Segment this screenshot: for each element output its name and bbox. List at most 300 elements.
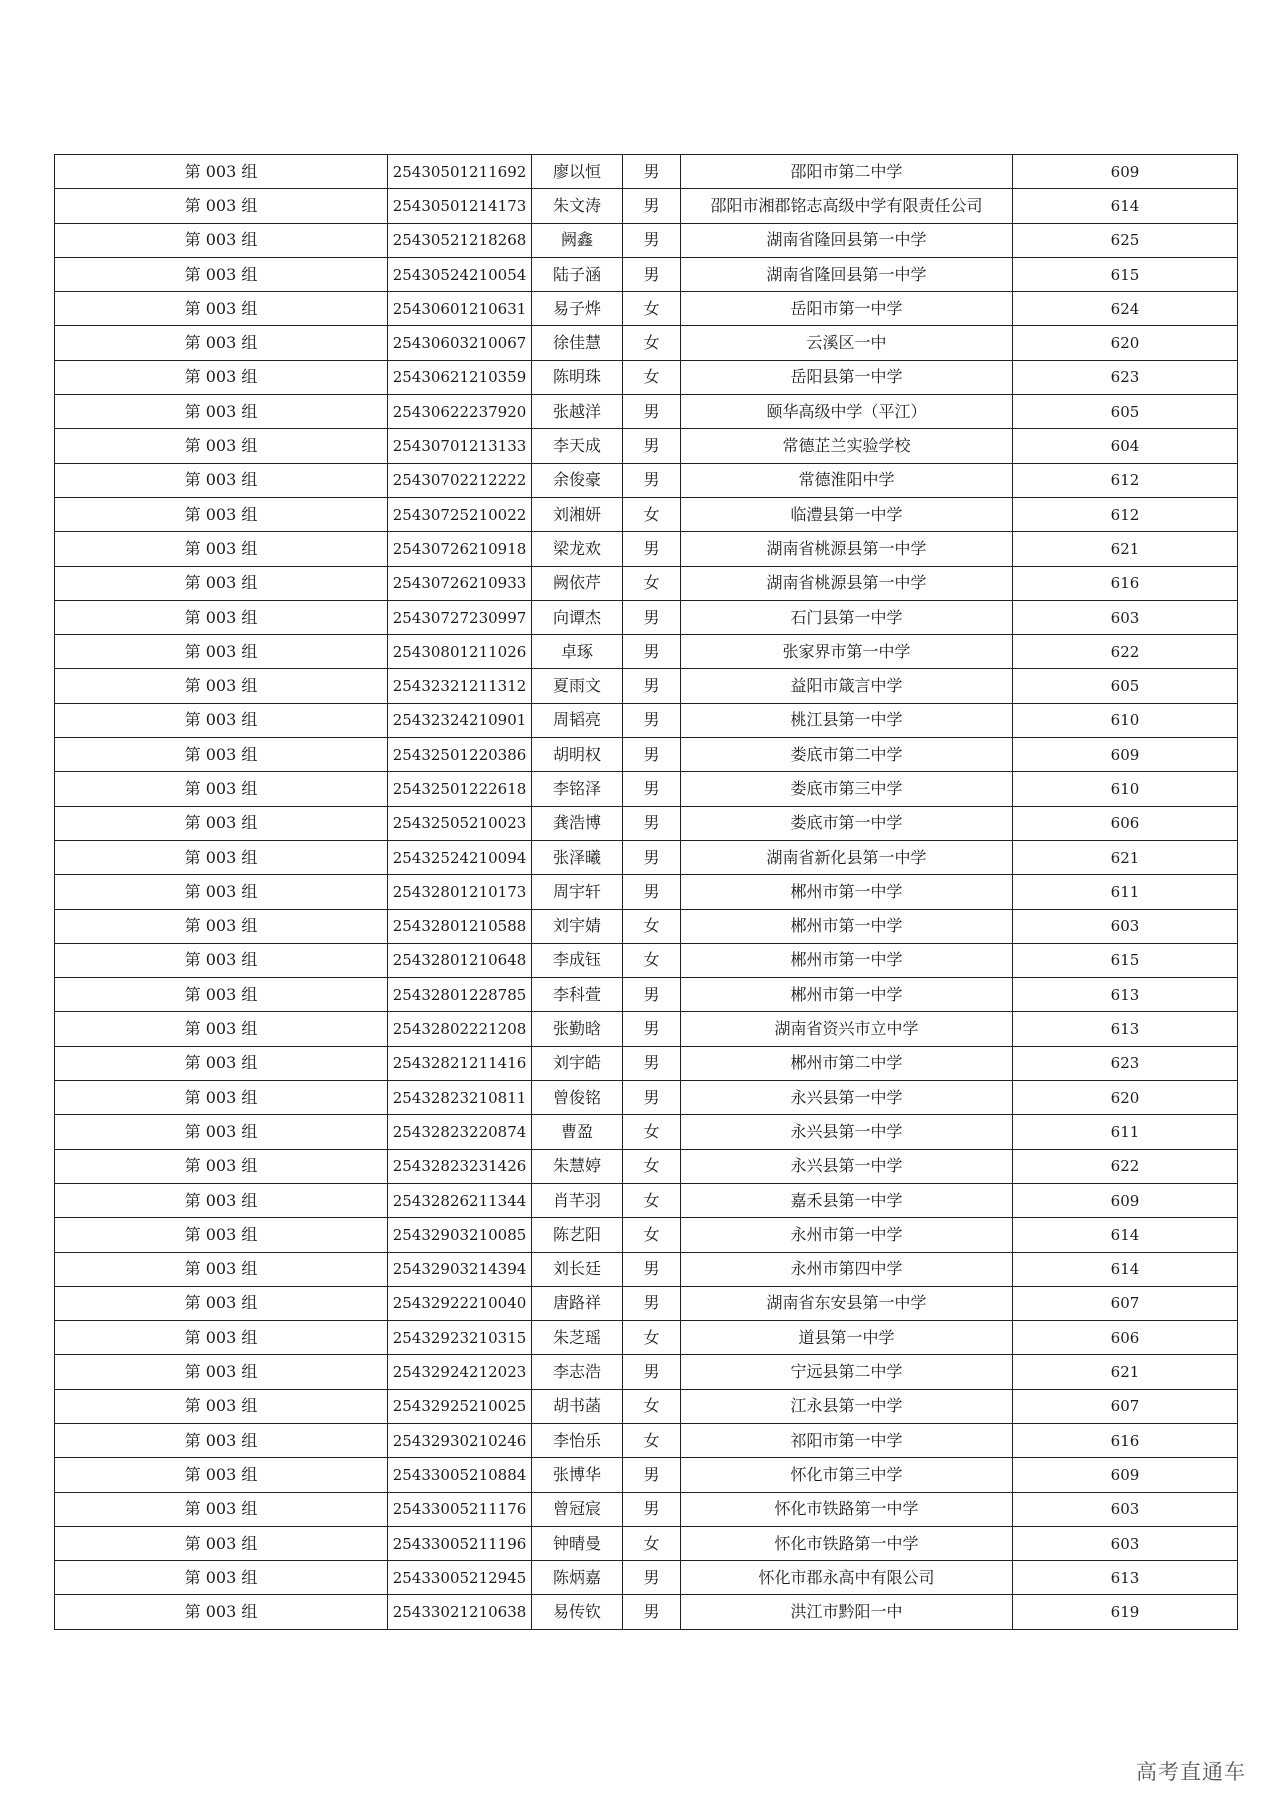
school-cell: 石门县第一中学: [681, 600, 1013, 634]
score-cell: 606: [1013, 1321, 1238, 1355]
score-cell: 613: [1013, 1012, 1238, 1046]
name-cell: 张泽曦: [532, 840, 623, 874]
gender-cell: 男: [623, 223, 681, 257]
score-cell: 623: [1013, 1046, 1238, 1080]
id-cell: 25430524210054: [388, 257, 532, 291]
school-cell: 颐华高级中学（平江）: [681, 395, 1013, 429]
id-cell: 25430726210933: [388, 566, 532, 600]
school-cell: 湖南省桃源县第一中学: [681, 566, 1013, 600]
name-cell: 曾俊铭: [532, 1081, 623, 1115]
group-cell: 第 003 组: [55, 703, 388, 737]
name-cell: 李科萱: [532, 978, 623, 1012]
gender-cell: 男: [623, 978, 681, 1012]
table-row: [55, 1149, 1238, 1183]
name-cell: 张勤晗: [532, 1012, 623, 1046]
table-row: [55, 1183, 1238, 1217]
group-cell: 第 003 组: [55, 600, 388, 634]
score-cell: 623: [1013, 360, 1238, 394]
school-cell: 怀化市铁路第一中学: [681, 1492, 1013, 1526]
id-cell: 25432924212023: [388, 1355, 532, 1389]
group-cell: 第 003 组: [55, 1492, 388, 1526]
group-cell: 第 003 组: [55, 840, 388, 874]
id-cell: 25430501211692: [388, 155, 532, 189]
gender-cell: 女: [623, 1183, 681, 1217]
id-cell: 25432802221208: [388, 1012, 532, 1046]
school-cell: 益阳市箴言中学: [681, 669, 1013, 703]
school-cell: 道县第一中学: [681, 1321, 1013, 1355]
score-cell: 622: [1013, 635, 1238, 669]
group-cell: 第 003 组: [55, 943, 388, 977]
school-cell: 祁阳市第一中学: [681, 1423, 1013, 1457]
score-cell: 621: [1013, 840, 1238, 874]
school-cell: 云溪区一中: [681, 326, 1013, 360]
gender-cell: 女: [623, 1149, 681, 1183]
gender-cell: 女: [623, 497, 681, 531]
school-cell: 临澧县第一中学: [681, 497, 1013, 531]
score-cell: 610: [1013, 772, 1238, 806]
name-cell: 李铭泽: [532, 772, 623, 806]
gender-cell: 男: [623, 532, 681, 566]
name-cell: 曹盈: [532, 1115, 623, 1149]
group-cell: 第 003 组: [55, 1183, 388, 1217]
gender-cell: 男: [623, 772, 681, 806]
score-cell: 621: [1013, 1355, 1238, 1389]
table-row: [55, 326, 1238, 360]
score-cell: 612: [1013, 463, 1238, 497]
table-row: [55, 1561, 1238, 1595]
table-row: [55, 703, 1238, 737]
score-cell: 611: [1013, 1115, 1238, 1149]
id-cell: 25432823220874: [388, 1115, 532, 1149]
table-row: [55, 1286, 1238, 1320]
group-cell: 第 003 组: [55, 257, 388, 291]
id-cell: 25430725210022: [388, 497, 532, 531]
table-row: [55, 463, 1238, 497]
group-cell: 第 003 组: [55, 360, 388, 394]
gender-cell: 男: [623, 806, 681, 840]
school-cell: 永兴县第一中学: [681, 1149, 1013, 1183]
id-cell: 25432501222618: [388, 772, 532, 806]
school-cell: 邵阳市湘郡铭志高级中学有限责任公司: [681, 189, 1013, 223]
score-cell: 607: [1013, 1389, 1238, 1423]
gender-cell: 男: [623, 1081, 681, 1115]
score-cell: 610: [1013, 703, 1238, 737]
name-cell: 夏雨文: [532, 669, 623, 703]
group-cell: 第 003 组: [55, 155, 388, 189]
score-cell: 622: [1013, 1149, 1238, 1183]
id-cell: 25432826211344: [388, 1183, 532, 1217]
group-cell: 第 003 组: [55, 1423, 388, 1457]
school-cell: 洪江市黔阳一中: [681, 1595, 1013, 1629]
score-cell: 613: [1013, 978, 1238, 1012]
gender-cell: 男: [623, 600, 681, 634]
gender-cell: 女: [623, 326, 681, 360]
group-cell: 第 003 组: [55, 189, 388, 223]
roster-body: [55, 155, 1238, 1630]
name-cell: 陆子涵: [532, 257, 623, 291]
group-cell: 第 003 组: [55, 395, 388, 429]
school-cell: 常德淮阳中学: [681, 463, 1013, 497]
name-cell: 陈艺阳: [532, 1218, 623, 1252]
id-cell: 25432821211416: [388, 1046, 532, 1080]
score-cell: 614: [1013, 189, 1238, 223]
id-cell: 25430601210631: [388, 292, 532, 326]
score-cell: 605: [1013, 395, 1238, 429]
group-cell: 第 003 组: [55, 223, 388, 257]
name-cell: 李怡乐: [532, 1423, 623, 1457]
name-cell: 李成钰: [532, 943, 623, 977]
name-cell: 易传钦: [532, 1595, 623, 1629]
id-cell: 25430801211026: [388, 635, 532, 669]
gender-cell: 男: [623, 1355, 681, 1389]
table-row: [55, 1218, 1238, 1252]
score-cell: 604: [1013, 429, 1238, 463]
table-row: [55, 532, 1238, 566]
gender-cell: 男: [623, 738, 681, 772]
group-cell: 第 003 组: [55, 1046, 388, 1080]
name-cell: 朱慧婷: [532, 1149, 623, 1183]
name-cell: 曾冠宸: [532, 1492, 623, 1526]
school-cell: 江永县第一中学: [681, 1389, 1013, 1423]
group-cell: 第 003 组: [55, 1526, 388, 1560]
score-cell: 609: [1013, 155, 1238, 189]
gender-cell: 男: [623, 875, 681, 909]
school-cell: 常德芷兰实验学校: [681, 429, 1013, 463]
table-row: [55, 909, 1238, 943]
school-cell: 永兴县第一中学: [681, 1081, 1013, 1115]
group-cell: 第 003 组: [55, 1286, 388, 1320]
gender-cell: 女: [623, 1389, 681, 1423]
id-cell: 25433021210638: [388, 1595, 532, 1629]
score-cell: 625: [1013, 223, 1238, 257]
school-cell: 永州市第一中学: [681, 1218, 1013, 1252]
school-cell: 岳阳市第一中学: [681, 292, 1013, 326]
gender-cell: 女: [623, 360, 681, 394]
table-row: [55, 635, 1238, 669]
id-cell: 25430702212222: [388, 463, 532, 497]
school-cell: 宁远县第二中学: [681, 1355, 1013, 1389]
id-cell: 25433005210884: [388, 1458, 532, 1492]
table-row: [55, 875, 1238, 909]
group-cell: 第 003 组: [55, 635, 388, 669]
school-cell: 郴州市第一中学: [681, 978, 1013, 1012]
group-cell: 第 003 组: [55, 1149, 388, 1183]
id-cell: 25430622237920: [388, 395, 532, 429]
id-cell: 25432801228785: [388, 978, 532, 1012]
group-cell: 第 003 组: [55, 978, 388, 1012]
school-cell: 湖南省隆回县第一中学: [681, 223, 1013, 257]
table-row: [55, 1081, 1238, 1115]
name-cell: 易子烨: [532, 292, 623, 326]
name-cell: 朱芝瑶: [532, 1321, 623, 1355]
group-cell: 第 003 组: [55, 1252, 388, 1286]
group-cell: 第 003 组: [55, 532, 388, 566]
id-cell: 25432324210901: [388, 703, 532, 737]
table-row: [55, 497, 1238, 531]
table-row: [55, 360, 1238, 394]
score-cell: 603: [1013, 600, 1238, 634]
table-row: [55, 223, 1238, 257]
gender-cell: 女: [623, 943, 681, 977]
group-cell: 第 003 组: [55, 909, 388, 943]
school-cell: 张家界市第一中学: [681, 635, 1013, 669]
gender-cell: 女: [623, 292, 681, 326]
gender-cell: 男: [623, 1252, 681, 1286]
name-cell: 阙鑫: [532, 223, 623, 257]
id-cell: 25432903214394: [388, 1252, 532, 1286]
gender-cell: 男: [623, 189, 681, 223]
group-cell: 第 003 组: [55, 326, 388, 360]
score-cell: 611: [1013, 875, 1238, 909]
name-cell: 刘宇皓: [532, 1046, 623, 1080]
score-cell: 615: [1013, 943, 1238, 977]
gender-cell: 男: [623, 1012, 681, 1046]
id-cell: 25430603210067: [388, 326, 532, 360]
id-cell: 25432923210315: [388, 1321, 532, 1355]
table-row: [55, 1252, 1238, 1286]
school-cell: 永州市第四中学: [681, 1252, 1013, 1286]
school-cell: 怀化市第三中学: [681, 1458, 1013, 1492]
watermark: 高考直通车: [1136, 1760, 1246, 1784]
score-cell: 613: [1013, 1561, 1238, 1595]
score-cell: 616: [1013, 566, 1238, 600]
gender-cell: 女: [623, 1423, 681, 1457]
name-cell: 钟晴曼: [532, 1526, 623, 1560]
score-cell: 603: [1013, 1492, 1238, 1526]
group-cell: 第 003 组: [55, 772, 388, 806]
school-cell: 郴州市第一中学: [681, 875, 1013, 909]
table-row: [55, 840, 1238, 874]
school-cell: 湖南省资兴市立中学: [681, 1012, 1013, 1046]
name-cell: 刘长廷: [532, 1252, 623, 1286]
id-cell: 25432501220386: [388, 738, 532, 772]
score-cell: 616: [1013, 1423, 1238, 1457]
name-cell: 张博华: [532, 1458, 623, 1492]
table-row: [55, 943, 1238, 977]
group-cell: 第 003 组: [55, 1115, 388, 1149]
gender-cell: 女: [623, 1115, 681, 1149]
score-cell: 620: [1013, 1081, 1238, 1115]
table-row: [55, 978, 1238, 1012]
id-cell: 25432505210023: [388, 806, 532, 840]
id-cell: 25432801210588: [388, 909, 532, 943]
school-cell: 怀化市铁路第一中学: [681, 1526, 1013, 1560]
id-cell: 25433005211176: [388, 1492, 532, 1526]
table-row: [55, 1389, 1238, 1423]
gender-cell: 男: [623, 1595, 681, 1629]
id-cell: 25432930210246: [388, 1423, 532, 1457]
gender-cell: 女: [623, 909, 681, 943]
gender-cell: 女: [623, 1321, 681, 1355]
school-cell: 邵阳市第二中学: [681, 155, 1013, 189]
school-cell: 怀化市郡永高中有限公司: [681, 1561, 1013, 1595]
school-cell: 郴州市第二中学: [681, 1046, 1013, 1080]
group-cell: 第 003 组: [55, 1355, 388, 1389]
score-cell: 624: [1013, 292, 1238, 326]
gender-cell: 男: [623, 1046, 681, 1080]
id-cell: 25430701213133: [388, 429, 532, 463]
name-cell: 刘宇婧: [532, 909, 623, 943]
score-cell: 614: [1013, 1218, 1238, 1252]
id-cell: 25433005211196: [388, 1526, 532, 1560]
table-row: [55, 772, 1238, 806]
table-row: [55, 806, 1238, 840]
name-cell: 陈明珠: [532, 360, 623, 394]
school-cell: 永兴县第一中学: [681, 1115, 1013, 1149]
group-cell: 第 003 组: [55, 1081, 388, 1115]
name-cell: 廖以恒: [532, 155, 623, 189]
group-cell: 第 003 组: [55, 292, 388, 326]
group-cell: 第 003 组: [55, 497, 388, 531]
score-cell: 621: [1013, 532, 1238, 566]
score-cell: 607: [1013, 1286, 1238, 1320]
name-cell: 向谭杰: [532, 600, 623, 634]
group-cell: 第 003 组: [55, 1012, 388, 1046]
gender-cell: 男: [623, 257, 681, 291]
table-row: [55, 1321, 1238, 1355]
id-cell: 25430621210359: [388, 360, 532, 394]
table-row: [55, 1423, 1238, 1457]
score-cell: 606: [1013, 806, 1238, 840]
score-cell: 609: [1013, 1458, 1238, 1492]
roster-table: [54, 154, 1238, 1630]
name-cell: 唐路祥: [532, 1286, 623, 1320]
group-cell: 第 003 组: [55, 875, 388, 909]
id-cell: 25432801210648: [388, 943, 532, 977]
name-cell: 卓琢: [532, 635, 623, 669]
id-cell: 25432321211312: [388, 669, 532, 703]
gender-cell: 男: [623, 1561, 681, 1595]
id-cell: 25430521218268: [388, 223, 532, 257]
group-cell: 第 003 组: [55, 1458, 388, 1492]
table-row: [55, 1355, 1238, 1389]
name-cell: 阙依芹: [532, 566, 623, 600]
name-cell: 李天成: [532, 429, 623, 463]
group-cell: 第 003 组: [55, 806, 388, 840]
school-cell: 湖南省桃源县第一中学: [681, 532, 1013, 566]
gender-cell: 男: [623, 840, 681, 874]
table-row: [55, 1046, 1238, 1080]
school-cell: 桃江县第一中学: [681, 703, 1013, 737]
table-row: [55, 429, 1238, 463]
school-cell: 郴州市第一中学: [681, 943, 1013, 977]
table-row: [55, 1492, 1238, 1526]
table-row: [55, 1115, 1238, 1149]
table-row: [55, 600, 1238, 634]
group-cell: 第 003 组: [55, 429, 388, 463]
table-row: [55, 1595, 1238, 1629]
gender-cell: 男: [623, 1458, 681, 1492]
score-cell: 612: [1013, 497, 1238, 531]
group-cell: 第 003 组: [55, 463, 388, 497]
table-row: [55, 1012, 1238, 1046]
table-row: [55, 566, 1238, 600]
school-cell: 湖南省新化县第一中学: [681, 840, 1013, 874]
name-cell: 胡书菡: [532, 1389, 623, 1423]
group-cell: 第 003 组: [55, 1561, 388, 1595]
id-cell: 25432823231426: [388, 1149, 532, 1183]
table-row: [55, 395, 1238, 429]
table-row: [55, 669, 1238, 703]
name-cell: 周宇轩: [532, 875, 623, 909]
score-cell: 609: [1013, 738, 1238, 772]
id-cell: 25432823210811: [388, 1081, 532, 1115]
name-cell: 梁龙欢: [532, 532, 623, 566]
score-cell: 620: [1013, 326, 1238, 360]
gender-cell: 女: [623, 1218, 681, 1252]
gender-cell: 男: [623, 155, 681, 189]
gender-cell: 男: [623, 1492, 681, 1526]
score-cell: 603: [1013, 1526, 1238, 1560]
id-cell: 25432922210040: [388, 1286, 532, 1320]
group-cell: 第 003 组: [55, 1595, 388, 1629]
score-cell: 614: [1013, 1252, 1238, 1286]
id-cell: 25432524210094: [388, 840, 532, 874]
id-cell: 25430727230997: [388, 600, 532, 634]
school-cell: 娄底市第二中学: [681, 738, 1013, 772]
gender-cell: 男: [623, 635, 681, 669]
group-cell: 第 003 组: [55, 1218, 388, 1252]
table-row: [55, 292, 1238, 326]
gender-cell: 男: [623, 429, 681, 463]
name-cell: 胡明权: [532, 738, 623, 772]
name-cell: 徐佳慧: [532, 326, 623, 360]
id-cell: 25430726210918: [388, 532, 532, 566]
id-cell: 25432801210173: [388, 875, 532, 909]
school-cell: 嘉禾县第一中学: [681, 1183, 1013, 1217]
school-cell: 娄底市第一中学: [681, 806, 1013, 840]
group-cell: 第 003 组: [55, 566, 388, 600]
gender-cell: 男: [623, 1286, 681, 1320]
gender-cell: 女: [623, 566, 681, 600]
score-cell: 609: [1013, 1183, 1238, 1217]
gender-cell: 女: [623, 1526, 681, 1560]
school-cell: 岳阳县第一中学: [681, 360, 1013, 394]
table-row: [55, 1526, 1238, 1560]
group-cell: 第 003 组: [55, 1321, 388, 1355]
score-cell: 619: [1013, 1595, 1238, 1629]
name-cell: 周韬亮: [532, 703, 623, 737]
gender-cell: 男: [623, 463, 681, 497]
name-cell: 肖芊羽: [532, 1183, 623, 1217]
group-cell: 第 003 组: [55, 1389, 388, 1423]
school-cell: 娄底市第三中学: [681, 772, 1013, 806]
score-cell: 605: [1013, 669, 1238, 703]
name-cell: 李志浩: [532, 1355, 623, 1389]
school-cell: 湖南省东安县第一中学: [681, 1286, 1013, 1320]
table-row: [55, 155, 1238, 189]
gender-cell: 男: [623, 669, 681, 703]
id-cell: 25430501214173: [388, 189, 532, 223]
id-cell: 25432925210025: [388, 1389, 532, 1423]
name-cell: 朱文涛: [532, 189, 623, 223]
name-cell: 余俊豪: [532, 463, 623, 497]
table-row: [55, 189, 1238, 223]
id-cell: 25432903210085: [388, 1218, 532, 1252]
name-cell: 张越洋: [532, 395, 623, 429]
group-cell: 第 003 组: [55, 738, 388, 772]
gender-cell: 男: [623, 703, 681, 737]
group-cell: 第 003 组: [55, 669, 388, 703]
id-cell: 25433005212945: [388, 1561, 532, 1595]
table-row: [55, 257, 1238, 291]
table-row: [55, 738, 1238, 772]
score-cell: 603: [1013, 909, 1238, 943]
score-cell: 615: [1013, 257, 1238, 291]
name-cell: 刘湘妍: [532, 497, 623, 531]
school-cell: 湖南省隆回县第一中学: [681, 257, 1013, 291]
name-cell: 陈炳嘉: [532, 1561, 623, 1595]
